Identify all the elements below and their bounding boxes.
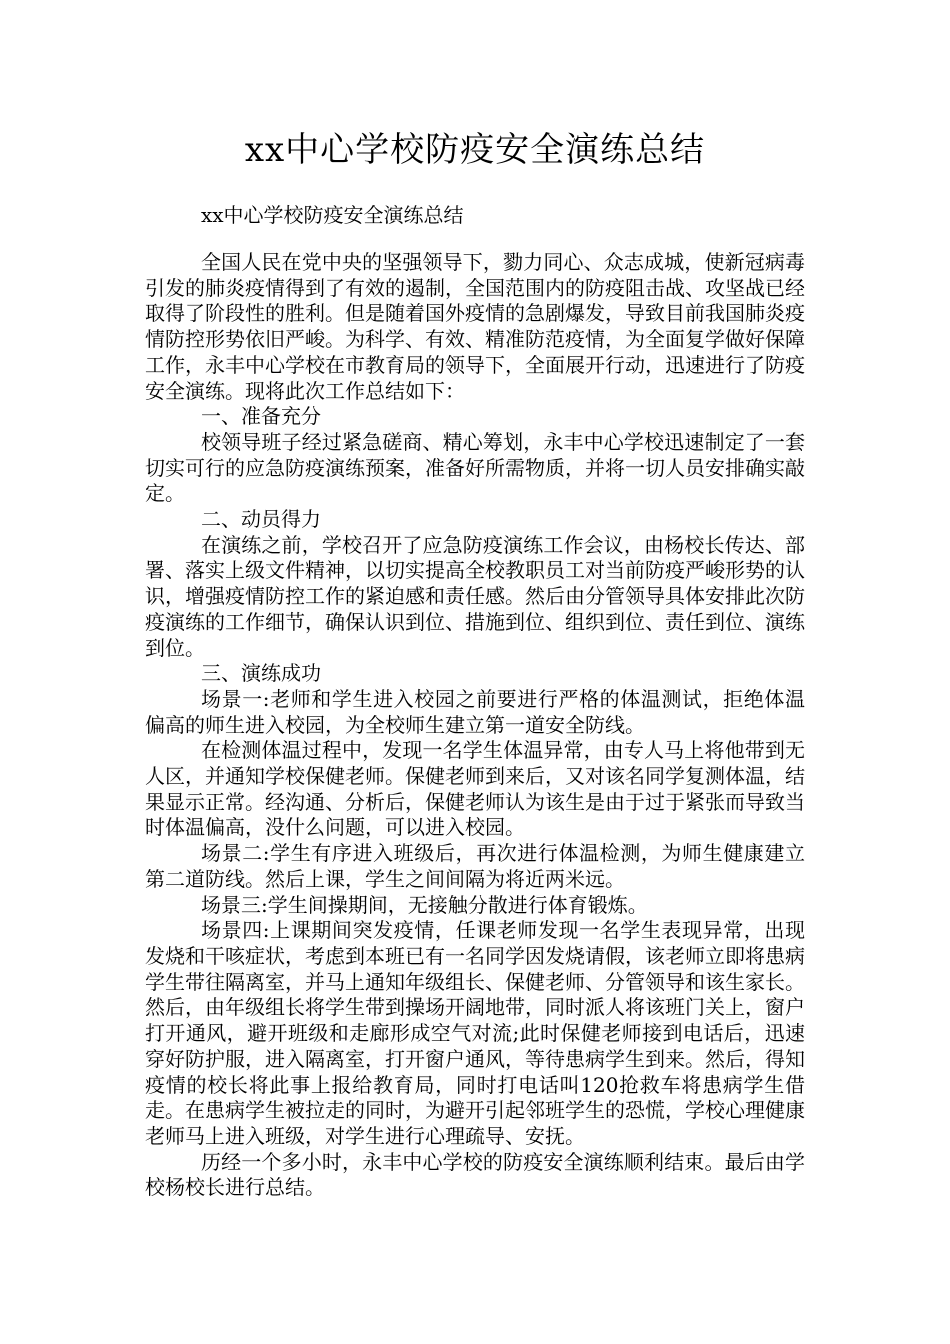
conclusion-paragraph: 历经一个多小时，永丰中心学校的防疫安全演练顺利结束。最后由学校杨校长进行总结。 <box>145 1149 805 1200</box>
section-heading-drill: 三、演练成功 <box>201 661 321 686</box>
temperature-check-paragraph: 在检测体温过程中，发现一名学生体温异常，由专人马上将他带到无人区，并通知学校保健老师。保健老师到来后，又对该名同学复测体温，结果显示正常。经沟通、分析后，保健老师认为该生是由于过于紧张而导致当时体温偏高，没什么问题，可以进入校园。 <box>145 738 805 840</box>
document-subtitle: xx中心学校防疫安全演练总结 <box>201 203 464 227</box>
intro-paragraph: 全国人民在党中央的坚强领导下，勠力同心、众志成城，使新冠病毒引发的肺炎疫情得到了有效的遏制，全国范围内的防疫阻击战、攻坚战已经取得了阶段性的胜利。但是随着国外疫情的急剧爆发，导致目前我国肺炎疫情防控形势依旧严峻。为科学、有效、精准防范疫情，为全面复学做好保障工作，永丰中心学校在市教育局的领导下，全面展开行动，迅速进行了防疫安全演练。现将此次工作总结如下： <box>145 250 805 403</box>
document-body <box>145 250 805 1201</box>
section-heading-mobilization: 二、动员得力 <box>201 507 321 532</box>
mobilization-paragraph: 在演练之前，学校召开了应急防疫演练工作会议，由杨校长传达、部署、落实上级文件精神，以切实提高全校教职员工对当前防疫严峻形势的认识，增强疫情防控工作的紧迫感和责任感。然后由分管领导具体安排此次防疫演练的工作细节，确保认识到位、措施到位、组织到位、责任到位、演练到位。 <box>145 532 805 660</box>
scene-three-paragraph: 场景三:学生间操期间，无接触分散进行体育锻炼。 <box>201 892 648 917</box>
preparation-paragraph: 校领导班子经过紧急磋商、精心筹划，永丰中心学校迅速制定了一套切实可行的应急防疫演练预案，准备好所需物质，并将一切人员安排确实敲定。 <box>145 429 805 506</box>
scene-one-paragraph: 场景一:老师和学生进入校园之前要进行严格的体温测试，拒绝体温偏高的师生进入校园，为全校师生建立第一道安全防线。 <box>145 686 805 737</box>
scene-four-paragraph: 场景四:上课期间突发疫情，任课老师发现一名学生表现异常，出现发烧和干咳症状，考虑到本班已有一名同学因发烧请假，该老师立即将患病学生带往隔离室，并马上通知年级组长、保健老师、分管领导和该生家长。然后，由年级组长将学生带到操场开阔地带，同时派人将该班门关上，窗户打开通风，避开班级和走廊形成空气对流;此时保健老师接到电话后，迅速穿好防护服，进入隔离室，打开窗户通风，等待患病学生到来。然后，得知疫情的校长将此事上报给教育局，同时打电话叫120抢救车将患病学生借走。在患病学生被拉走的同时，为避开引起邻班学生的恐慌，学校心理健康老师马上进入班级，对学生进行心理疏导、安抚。 <box>145 918 805 1148</box>
section-heading-preparation: 一、准备充分 <box>201 404 321 429</box>
scene-two-paragraph: 场景二:学生有序进入班级后，再次进行体温检测，为师生健康建立第二道防线。然后上课，学生之间间隔为将近两米远。 <box>145 841 805 891</box>
document-title: xx中心学校防疫安全演练总结 <box>244 130 706 170</box>
